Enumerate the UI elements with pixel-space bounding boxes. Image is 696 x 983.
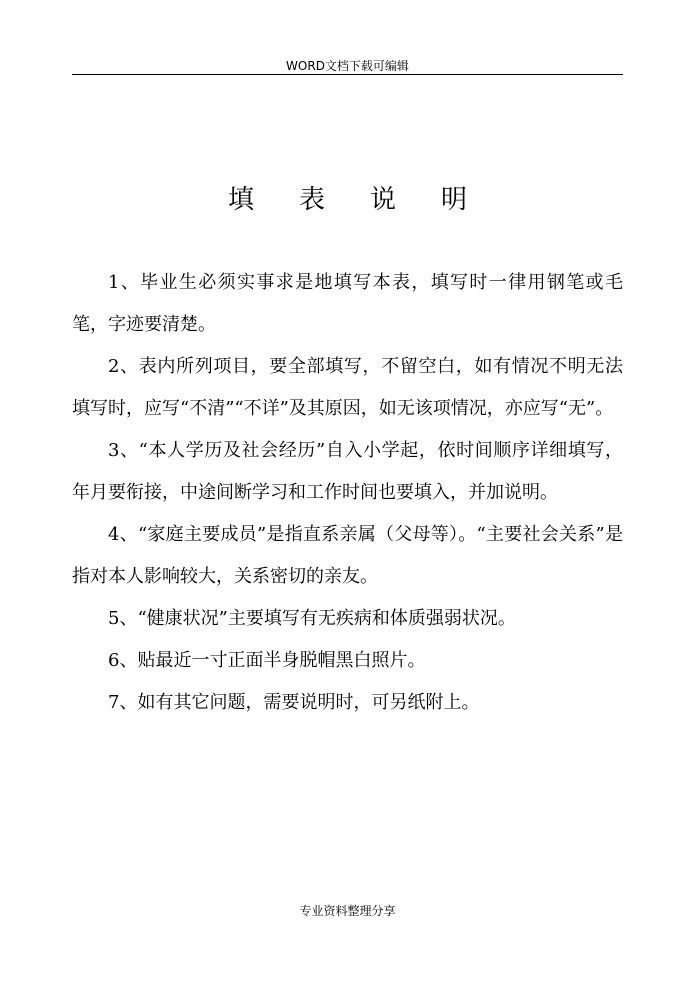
page-footer: 专业资料整理分享 — [299, 904, 396, 918]
page-header: WORD文档下载可编辑 — [286, 59, 409, 73]
instruction-item-4: 4、“家庭主要成员”是指直系亲属（父母等）。“主要社会关系”是指对本人影响较大，关系密切的亲友。 — [72, 524, 623, 587]
instruction-item-6: 6、贴最近一寸正面半身脱帽黑白照片。 — [108, 650, 426, 671]
header-divider — [72, 74, 623, 75]
document-title: 填表说明 — [227, 185, 512, 215]
instructions-body — [72, 262, 623, 724]
instruction-item-7: 7、如有其它问题，需要说明时，可另纸附上。 — [108, 692, 480, 713]
instruction-item-1: 1、毕业生必须实事求是地填写本表，填写时一律用钢笔或毛笔，字迹要清楚。 — [72, 272, 623, 335]
instruction-item-2: 2、表内所列项目，要全部填写，不留空白，如有情况不明无法填写时，应写“不清”“不详”及其原因，如无该项情况，亦应写“无”。 — [72, 356, 623, 419]
instruction-item-3: 3、“本人学历及社会经历”自入小学起，依时间顺序详细填写，年月要衔接，中途间断学习和工作时间也要填入，并加说明。 — [72, 440, 623, 503]
instruction-item-5: 5、“健康状况”主要填写有无疾病和体质强弱状况。 — [108, 608, 516, 629]
